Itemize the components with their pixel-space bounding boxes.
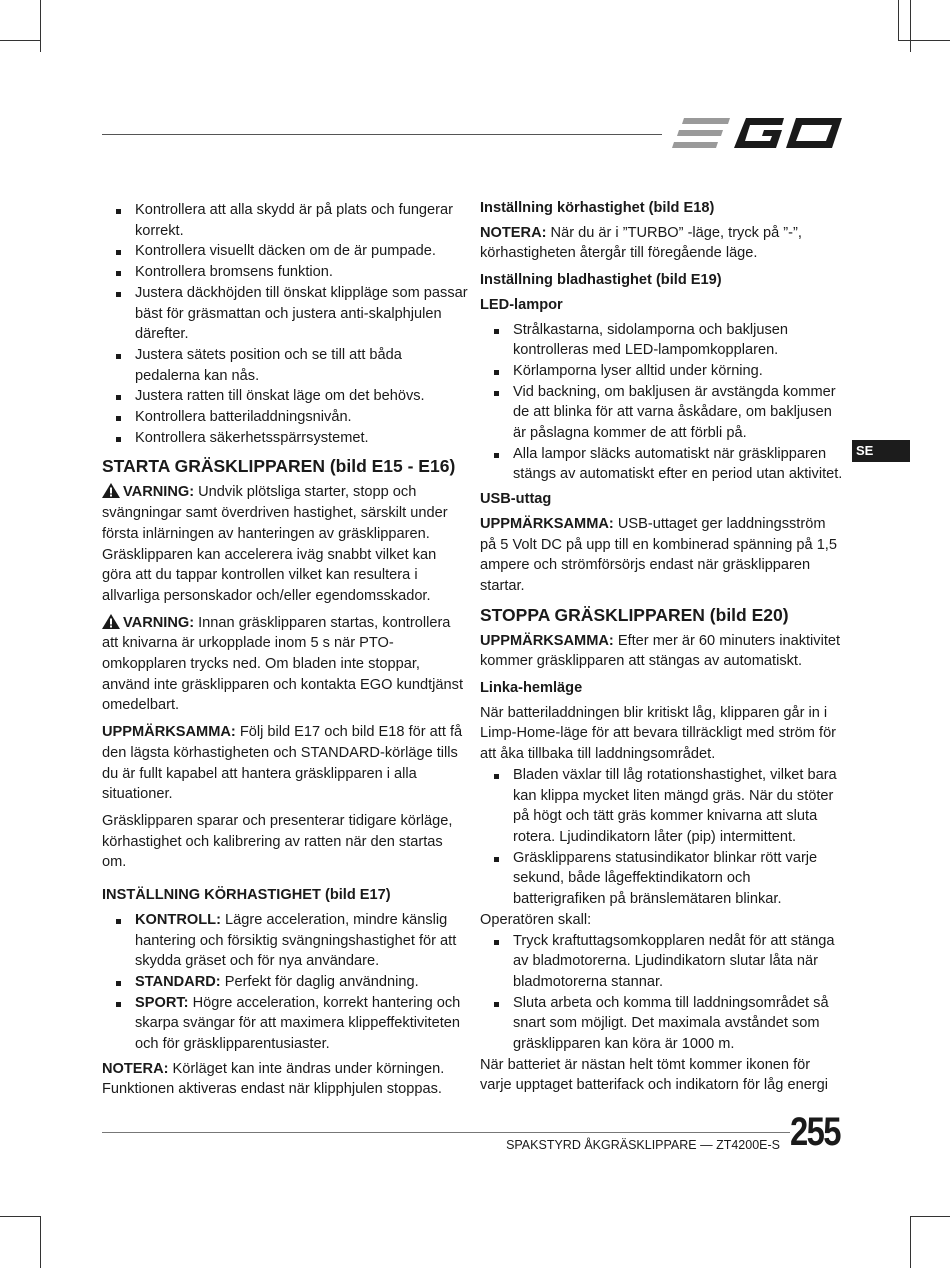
list-item: Alla lampor släcks automatiskt när gräsklipparen stängs av automatiskt efter en period utan aktivitet. [480,444,844,485]
warning-paragraph [102,613,468,717]
left-column [102,198,468,1106]
note-text: Körläget kan inte ändras under körningen. Funktionen aktiveras endast när klipphjulen stoppas. [102,1060,445,1098]
list-item [102,972,468,993]
crop-mark [40,1216,41,1268]
operator-label: Operatören skall: [480,911,592,928]
list-item: Kontrollera att alla skydd är på plats och fungerar korrekt. [102,200,468,241]
mode-text: Lägre acceleration, mindre känslig hantering och försiktig svängningshastighet för att skydda gräset och för nya användare. [135,911,457,970]
footer-title: SPAKSTYRD ÅKGRÄSKLIPPARE — ZT4200E-S [506,1138,780,1152]
list-item: Kontrollera säkerhetsspärrsystemet. [102,428,468,449]
list-item: Strålkastarna, sidolamporna och bakljusen kontrolleras med LED-lampomkopplaren. [480,320,844,361]
limp-home-list [480,765,844,910]
drive-mode-list [102,910,468,1055]
warning-icon [102,483,120,498]
note-label: NOTERA: [102,1060,169,1077]
list-item: Körlamporna lyser alltid under körning. [480,361,844,382]
attention-paragraph [480,631,844,672]
list-item: Justera ratten till önskat läge om det behövs. [102,386,468,407]
attention-label: UPPMÄRKSAMMA: [102,724,236,741]
body-paragraph: Gräsklipparen sparar och presenterar tidigare körläge, körhastighet och kalibrering av ratten när den startas om. [102,812,453,871]
led-lights-heading: LED-lampor [480,296,563,313]
list-item: Sluta arbeta och komma till laddningsområdet så snart som möjligt. Det maximala avståndet som gräsklipparen kan köra är 1000 m. [480,993,844,1055]
mode-label: KONTROLL: [135,911,221,928]
mode-label: STANDARD: [135,973,221,990]
crop-mark [0,40,40,41]
body-paragraph: När batteriet är nästan helt tömt kommer ikonen för varje upptaget batterifack och indikatorn för låg energi [480,1056,829,1094]
stop-mower-heading: STOPPA GRÄSKLIPPAREN (bild E20) [480,604,789,625]
note-text: När du är i ”TURBO” -läge, tryck på ”-”, körhastigheten återgår till föregående läge. [480,224,802,262]
list-item: Justera sätets position och se till att båda pedalerna kan nås. [102,345,468,386]
warning-label: VARNING: [123,484,195,501]
note-label: NOTERA: [480,224,547,241]
page-number: 255 [790,1110,840,1154]
note-paragraph [480,223,844,264]
attention-label: UPPMÄRKSAMMA: [480,632,614,649]
attention-text: Följ bild E17 och bild E18 för att få den lägsta körhastigheten och STANDARD-körläge tills du är fullt kapabel att hantera gräsklipparen i alla situationer. [102,724,463,803]
limp-home-heading: Linka-hemläge [480,680,583,697]
list-item: Tryck kraftuttagsomkopplaren nedåt för att stänga av bladmotorerna. Ljudindikatorn slutar låta när bladmotorerna stannar. [480,931,844,993]
list-item: Vid backning, om bakljusen är avstängda kommer de att blinka för att varna åskådare, om bakljusen är påslagna kommer de att förbli på. [480,382,844,444]
attention-paragraph [102,722,468,805]
crop-mark [898,40,950,41]
list-item [102,910,468,972]
drive-speed-heading: Inställning körhastighet (bild E18) [480,200,715,216]
footer-rule [102,1132,790,1133]
attention-paragraph [480,514,844,597]
warning-paragraph [102,482,468,606]
led-list [480,320,844,486]
crop-mark [910,1216,911,1268]
list-item: Bladen växlar till låg rotationshastighet, vilket bara kan klippa mycket liten mängd gräs. När du stöter på högt och tätt gräs kommer knivarna att sluta rotera. Ljudindikatorn låter (pip) intermittent. [480,765,844,848]
list-item: Gräsklipparens statusindikator blinkar rött varje sekund, både lågeffektindikatorn och batterigrafiken på bränslemätaren blinkar. [480,848,844,910]
crop-mark [0,1216,40,1217]
list-item [102,993,468,1055]
crop-mark [910,1216,950,1217]
attention-text: USB-uttaget ger laddningsström på 5 Volt DC på upp till en kombinerad spänning på 1,5 ampere och strömförsörjs endast när gräsklipparen startar. [480,515,837,594]
list-item: Kontrollera batteriladdningsnivån. [102,407,468,428]
warning-text: Innan gräsklipparen startas, kontrollera att knivarna är urkopplade inom 5 s när PTO-omkopplaren trycks ned. Om bladen inte stoppar, använd inte gräsklipparen och kontakta EGO kundtjänst omedelbart. [102,614,464,714]
ego-logo [672,110,844,156]
crop-mark [910,0,911,52]
warning-label: VARNING: [123,614,195,631]
warning-icon [102,614,120,629]
mode-label: SPORT: [135,994,189,1011]
pre-start-checklist [102,200,468,448]
blade-speed-heading: Inställning bladhastighet (bild E19) [480,272,722,289]
crop-mark [40,0,41,52]
attention-text: Efter mer är 60 minuters inaktivitet kommer gräsklipparen att stängas av automatiskt. [480,632,841,670]
header-rule [102,134,662,135]
mode-text: Högre acceleration, korrekt hantering och skarpa svängar för att maximera klippeffektiviteten och för gräsklipparentusiaster. [135,994,461,1053]
list-item: Kontrollera bromsens funktion. [102,262,468,283]
note-paragraph [102,1059,468,1100]
list-item: Justera däckhöjden till önskat klippläge som passar bäst för gräsmattan och justera anti-skalphjulen därefter. [102,283,468,345]
warning-text: Undvik plötsliga starter, stopp och svängningar samt överdriven hastighet, särskilt under första inlärningen av hanteringen av gräsklipparen. Gräsklipparen kan accelerera iväg snabbt vilket kan göra att du tappar kontrollen vilket kan resultera i allvarliga personskador och/eller egendomsskador. [102,484,448,604]
start-mower-heading: STARTA GRÄSKLIPPAREN (bild E15 - E16) [102,456,456,477]
language-tab: SE [852,440,910,462]
usb-heading: USB-uttag [480,491,552,508]
list-item: Kontrollera visuellt däcken om de är pumpade. [102,241,468,262]
attention-label: UPPMÄRKSAMMA: [480,515,614,532]
mode-text: Perfekt för daglig användning. [220,973,419,990]
crop-mark [898,0,899,40]
operator-list [480,931,844,1055]
right-column [480,198,844,1102]
drive-speed-setting-heading: INSTÄLLNING KÖRHASTIGHET (bild E17) [102,887,391,904]
body-paragraph: När batteriladdningen blir kritiskt låg, klipparen går in i Limp-Home-läge för att bevara tillräckligt med ström för att åka tillbaka till laddningsområdet. [480,704,837,763]
